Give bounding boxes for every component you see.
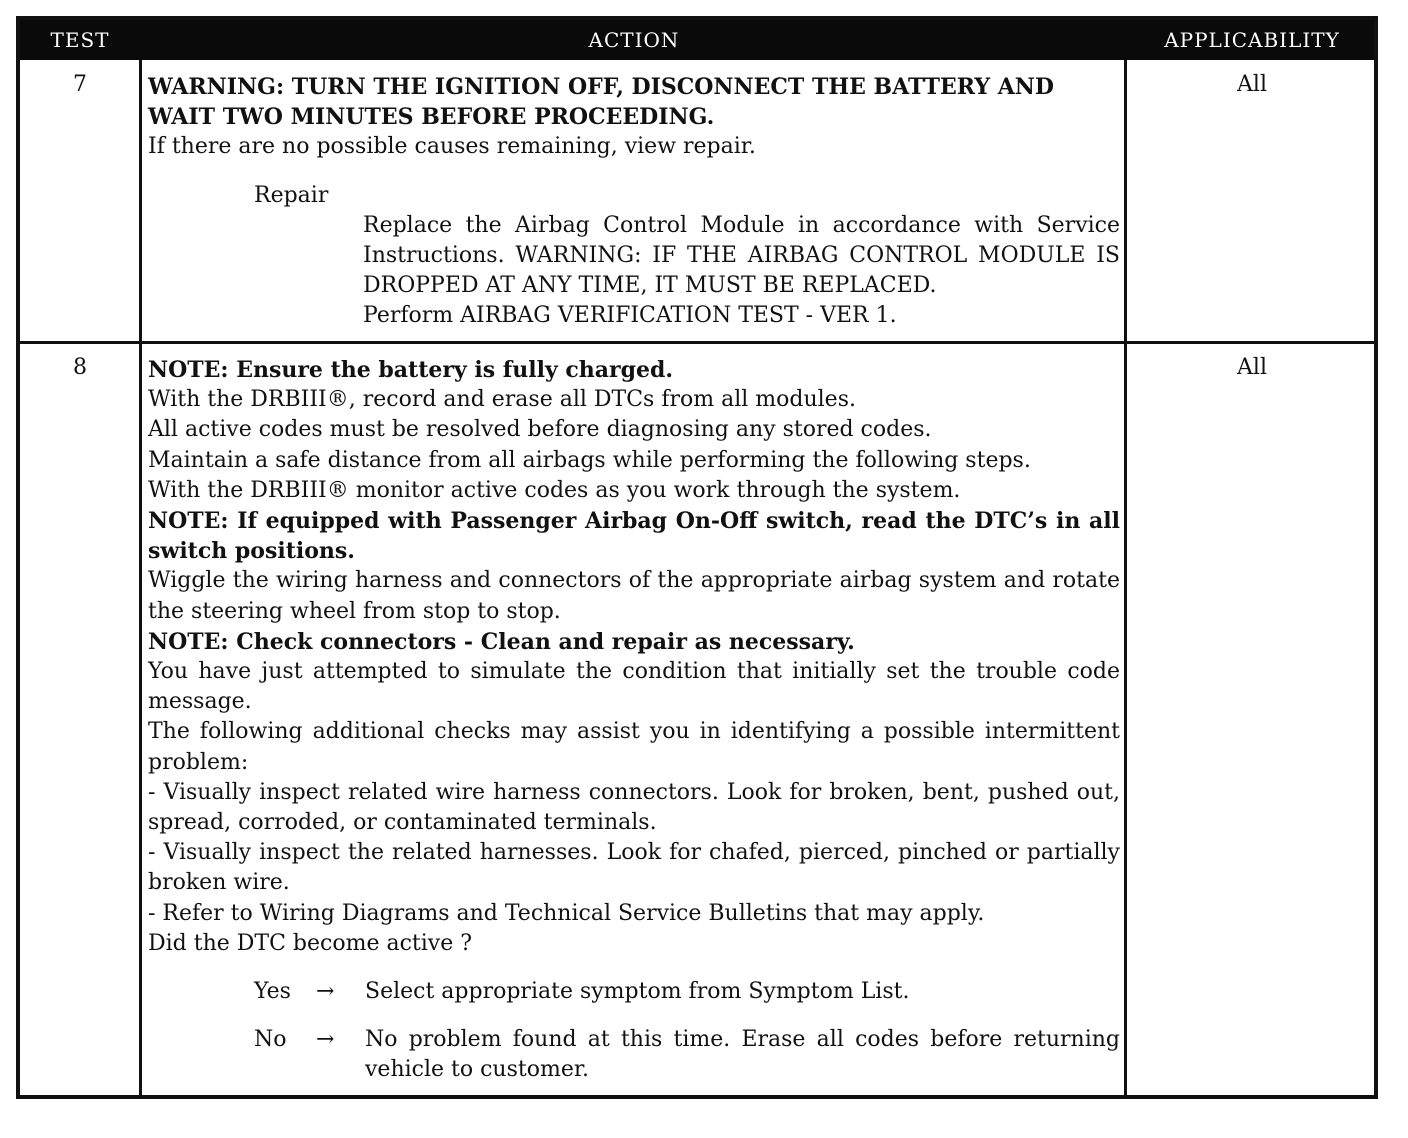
row-8-note-switch: NOTE: If equipped with Passenger Airbag On-Off switch, read the DTC’s in all switch positions. xyxy=(148,508,1120,565)
yes-text: Select appropriate symptom from Symptom List. xyxy=(365,979,910,1005)
row-7-test-number: 7 xyxy=(73,72,87,97)
list-item: Maintain a safe distance from all airbags while performing the following steps. xyxy=(148,447,1031,473)
table-header xyxy=(20,20,1374,60)
row-8-test-number: 8 xyxy=(73,355,87,380)
header-test: TEST xyxy=(50,28,110,52)
arrow-right-icon: → xyxy=(316,979,335,1005)
no-label: No xyxy=(254,1027,287,1053)
row-7-warning: WARNING: TURN THE IGNITION OFF, DISCONNECT THE BATTERY AND WAIT TWO MINUTES BEFORE PROCEEDING. xyxy=(148,74,1054,131)
repair-label: Repair xyxy=(254,182,329,208)
list-item: Wiggle the wiring harness and connectors of the appropriate airbag system and rotate the steering wheel from stop to stop. xyxy=(148,568,1120,624)
repair-verification: Perform AIRBAG VERIFICATION TEST - VER 1. xyxy=(363,303,897,329)
option-yes xyxy=(148,977,1120,1007)
list-item: The following additional checks may assist you in identifying a possible intermittent problem: xyxy=(148,719,1120,775)
list-item: You have just attempted to simulate the condition that initially set the trouble code message. xyxy=(148,659,1120,715)
list-item: All active codes must be resolved before diagnosing any stored codes. xyxy=(148,417,932,443)
no-text: No problem found at this time. Erase all codes before returning vehicle to customer. xyxy=(365,1027,1120,1083)
row-divider xyxy=(20,341,1374,344)
row-8-note-battery: NOTE: Ensure the battery is fully charged. xyxy=(148,357,674,383)
list-item: - Visually inspect related wire harness connectors. Look for broken, bent, pushed out, spread, corroded, or contaminated terminals. xyxy=(148,779,1120,836)
row-8-question: Did the DTC become active ? xyxy=(148,930,473,956)
list-item: With the DRBIII®, record and erase all DTCs from all modules. xyxy=(148,387,856,413)
row-8-note-connectors: NOTE: Check connectors - Clean and repair as necessary. xyxy=(148,628,855,655)
list-item: - Refer to Wiring Diagrams and Technical Service Bulletins that may apply. xyxy=(148,900,985,926)
row-8-action xyxy=(148,355,1120,1086)
row-7-action xyxy=(148,72,1120,332)
header-action: ACTION xyxy=(588,28,680,52)
list-item: - Visually inspect the related harnesses. Look for chafed, pierced, pinched or partially broken wire. xyxy=(148,840,1120,896)
yes-label: Yes xyxy=(254,979,291,1005)
diagnostic-table xyxy=(16,16,1378,1099)
row-7-instruction: If there are no possible causes remaining, view repair. xyxy=(148,134,756,160)
list-item: With the DRBIII® monitor active codes as you work through the system. xyxy=(148,477,961,503)
row-8-applicability: All xyxy=(1237,355,1267,380)
repair-text: Replace the Airbag Control Module in accordance with Service Instructions. WARNING: IF THE AIRBAG CONTROL MODULE IS DROPPED AT ANY TIME, IT MUST BE REPLACED. xyxy=(363,212,1120,299)
arrow-right-icon: → xyxy=(316,1027,335,1053)
header-applicability: APPLICABILITY xyxy=(1164,28,1340,52)
column-divider xyxy=(139,60,142,1095)
column-divider xyxy=(1124,60,1127,1095)
option-no xyxy=(148,1025,1120,1085)
row-7-applicability: All xyxy=(1237,72,1267,97)
